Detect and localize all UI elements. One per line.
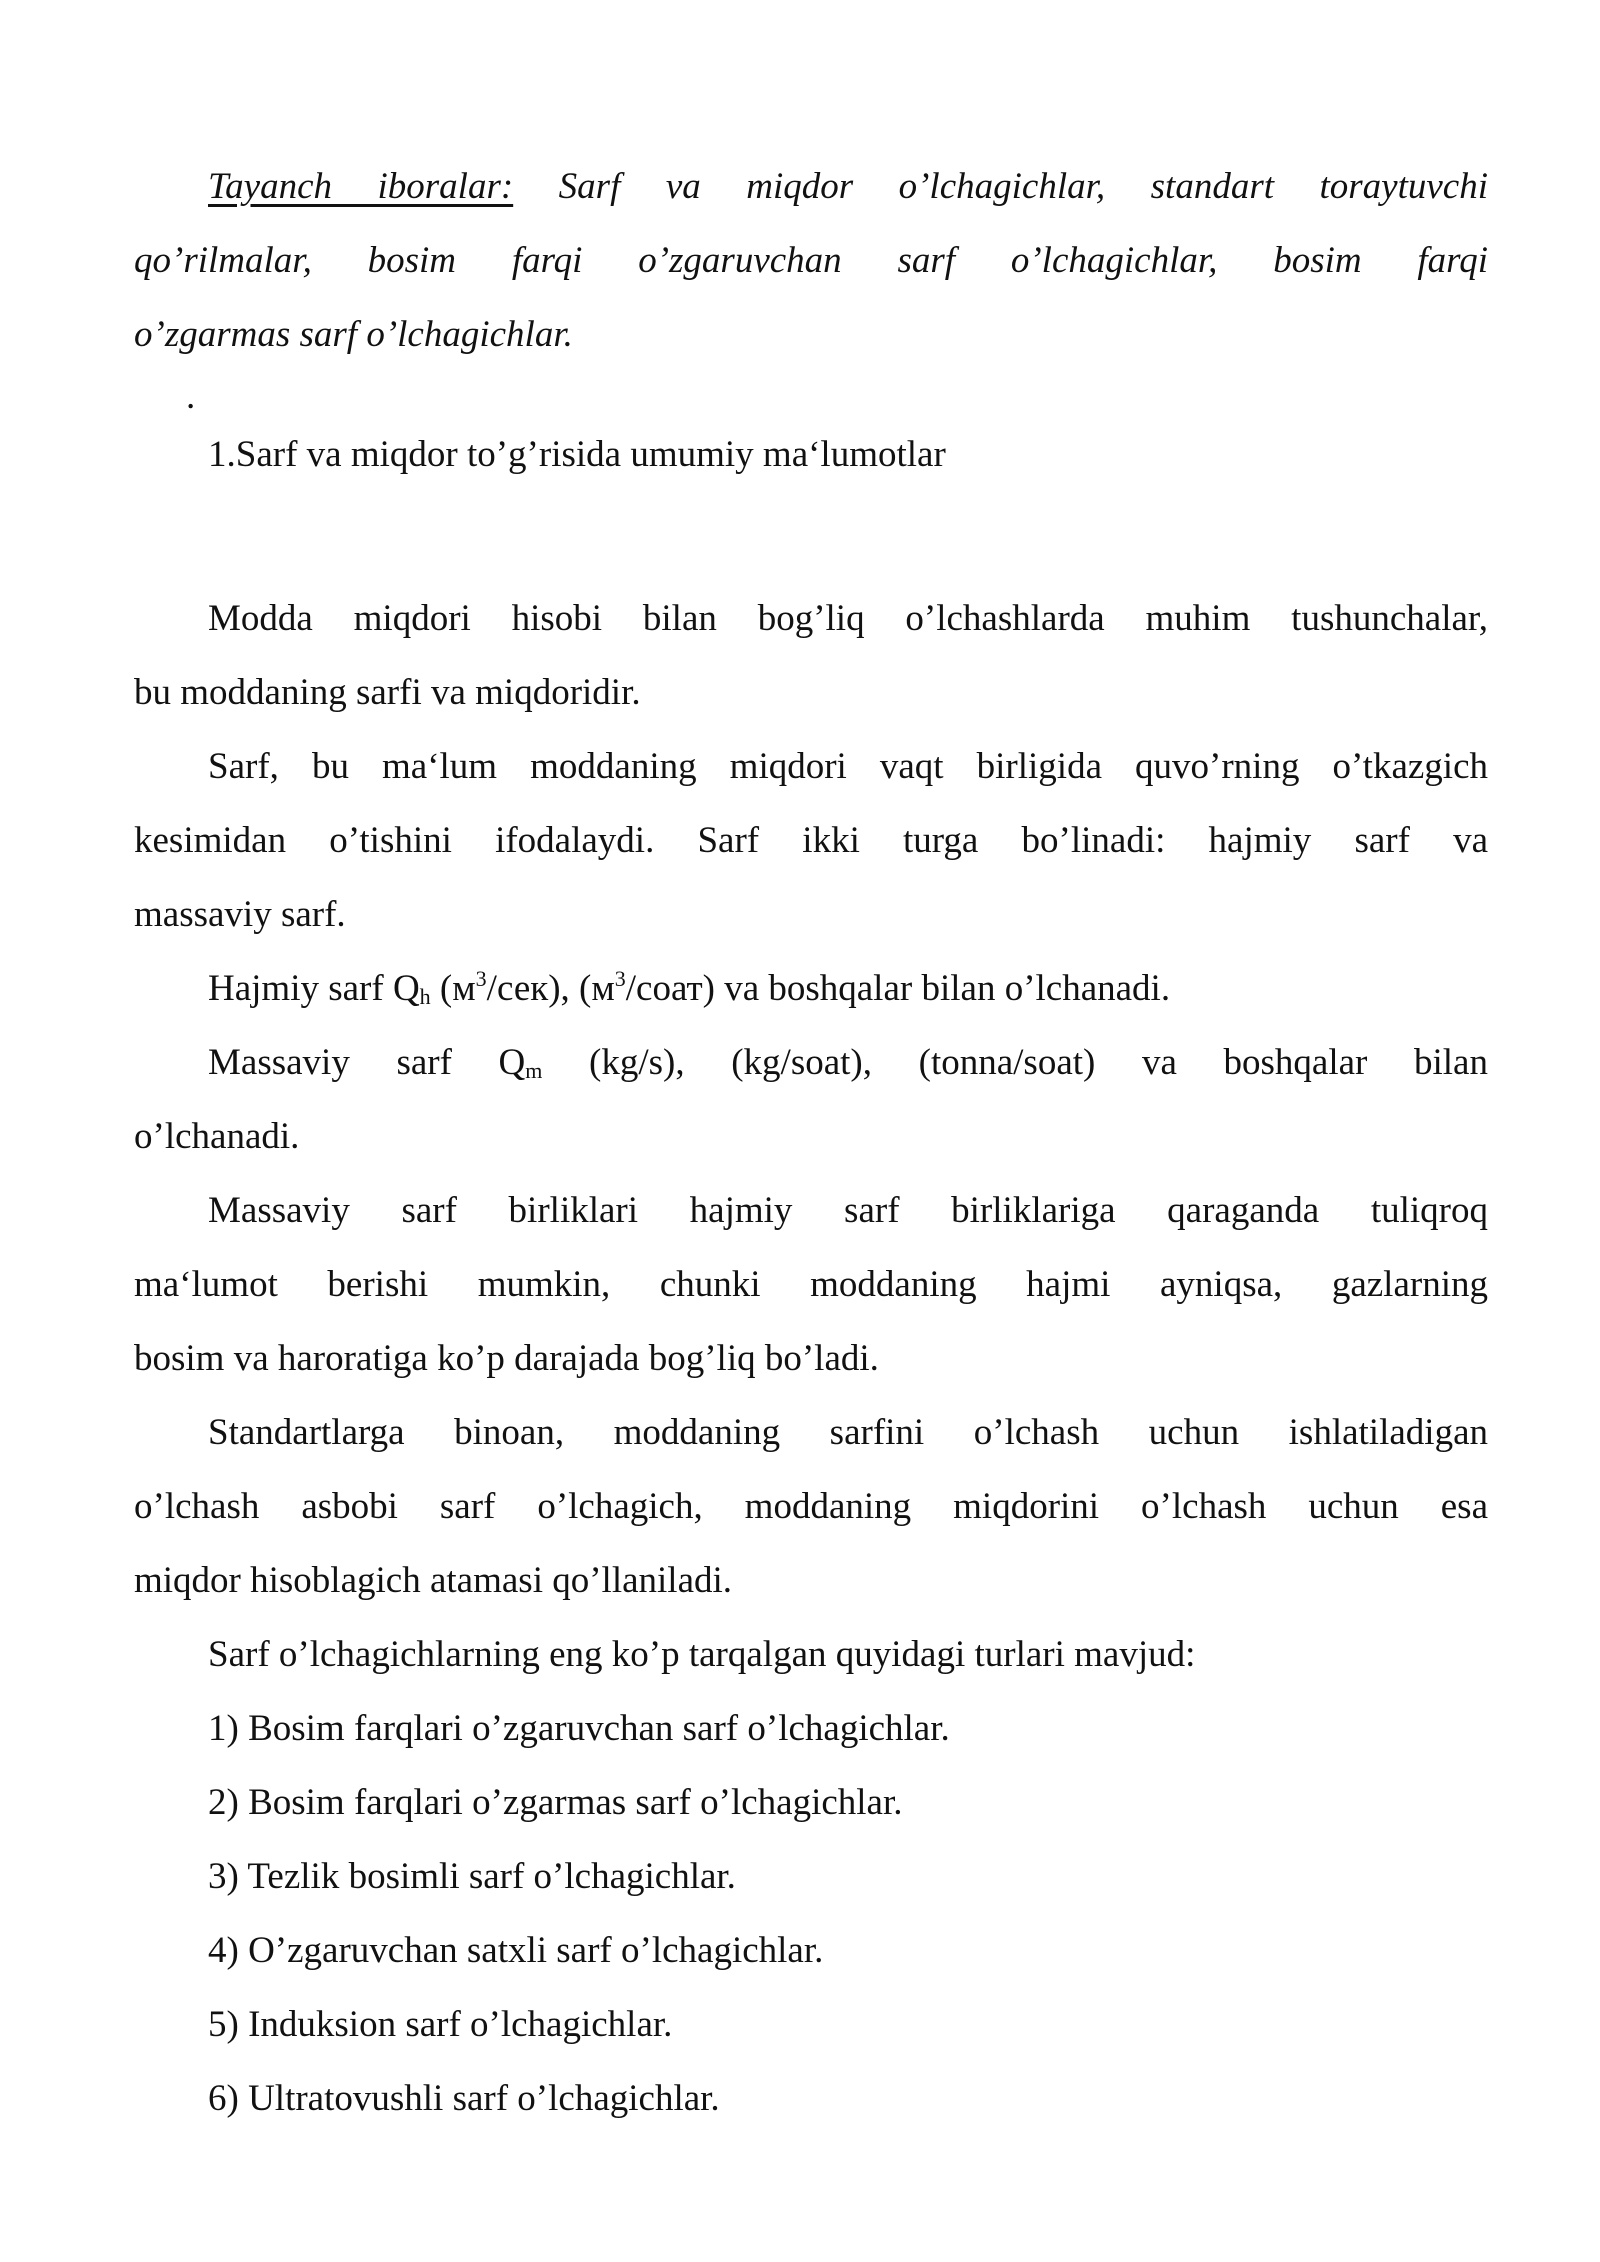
paragraph-3 xyxy=(134,952,1488,1026)
paragraph-5-line-3: bosim va haroratiga ko’p darajada bog’liq bo’ladi. xyxy=(134,1338,879,1379)
paragraph-1-line-1: Modda miqdori hisobi bilan bog’liq o’lchashlarda muhim tushunchalar, xyxy=(208,598,1488,639)
document-page xyxy=(134,150,1488,2136)
paragraph-5 xyxy=(134,1174,1488,1396)
keywords-line-3: o’zgarmas sarf o’lchagichlar. xyxy=(134,314,573,355)
paragraph-3-line-1 xyxy=(134,952,1488,1026)
p3-sup-1: 3 xyxy=(475,966,487,991)
flowmeter-types-list xyxy=(134,1692,1488,2136)
p3-text-a: Hajmiy sarf Q xyxy=(208,968,420,1009)
p3-sup-2: 3 xyxy=(614,966,626,991)
paragraph-6-line-2: o’lchash asbobi sarf o’lchagich, moddaning miqdorini o’lchash uchun esa xyxy=(134,1486,1488,1527)
paragraph-2 xyxy=(134,730,1488,952)
paragraph-2-line-3: massaviy sarf. xyxy=(134,894,346,935)
keywords-line-2: qo’rilmalar, bosim farqi o’zgaruvchan sarf o’lchagichlar, bosim farqi xyxy=(134,240,1488,281)
keywords-label: Tayanch iboralar: xyxy=(208,166,514,207)
paragraph-1-line-2: bu moddaning sarfi va miqdoridir. xyxy=(134,672,641,713)
stray-dot: . xyxy=(186,376,196,417)
p4-sub-m: m xyxy=(525,1058,543,1083)
list-item: 6) Ultratovushli sarf o’lchagichlar. xyxy=(208,2078,720,2119)
dot-line xyxy=(134,372,1488,418)
p3-text-d: /соат) va boshqalar bilan o’lchanadi. xyxy=(625,968,1171,1009)
paragraph-5-line-2: ma‘lumot berishi mumkin, chunki moddaning hajmi ayniqsa, gazlarning xyxy=(134,1264,1488,1305)
paragraph-2-line-2: kesimidan o’tishini ifodalaydi. Sarf ikki turga bo’linadi: hajmiy sarf va xyxy=(134,820,1488,861)
spacer xyxy=(134,492,1488,582)
list-item: 3) Tezlik bosimli sarf o’lchagichlar. xyxy=(208,1856,736,1897)
section-heading: 1.Sarf va miqdor to’g’risida umumiy ma‘lumotlar xyxy=(208,434,946,475)
paragraph-4-line-2: o’lchanadi. xyxy=(134,1116,300,1157)
paragraph-2-line-1: Sarf, bu ma‘lum moddaning miqdori vaqt birligida quvo’rning o’tkazgich xyxy=(208,746,1488,787)
paragraph-1 xyxy=(134,582,1488,730)
keywords-block xyxy=(134,150,1488,372)
p4-text-b: (kg/s), (kg/soat), (tonna/soat) va boshqalar bilan xyxy=(542,1042,1488,1083)
paragraph-4 xyxy=(134,1026,1488,1174)
p3-text-b: (м xyxy=(430,968,476,1009)
keywords-text-1: Sarf va miqdor o’lchagichlar, standart toraytuvchi xyxy=(558,166,1488,207)
list-item: 2) Bosim farqlari o’zgarmas sarf o’lchagichlar. xyxy=(208,1782,903,1823)
p3-text-c: /сек), (м xyxy=(486,968,615,1009)
list-item: 5) Induksion sarf o’lchagichlar. xyxy=(208,2004,673,2045)
paragraph-7: Sarf o’lchagichlarning eng ko’p tarqalgan quyidagi turlari mavjud: xyxy=(208,1634,1196,1675)
p4-text-a: Massaviy sarf Q xyxy=(208,1042,526,1083)
p3-sub-h: h xyxy=(419,984,431,1009)
keywords-line-1 xyxy=(134,150,1488,224)
paragraph-5-line-1: Massaviy sarf birliklari hajmiy sarf birliklariga qaraganda tuliqroq xyxy=(208,1190,1488,1231)
paragraph-6-line-3: miqdor hisoblagich atamasi qo’llaniladi. xyxy=(134,1560,733,1601)
list-item: 4) O’zgaruvchan satxli sarf o’lchagichlar. xyxy=(208,1930,824,1971)
list-item: 1) Bosim farqlari o’zgaruvchan sarf o’lchagichlar. xyxy=(208,1708,950,1749)
paragraph-4-line-1 xyxy=(134,1026,1488,1100)
paragraph-6-line-1: Standartlarga binoan, moddaning sarfini o’lchash uchun ishlatiladigan xyxy=(208,1412,1488,1453)
paragraph-6 xyxy=(134,1396,1488,1618)
